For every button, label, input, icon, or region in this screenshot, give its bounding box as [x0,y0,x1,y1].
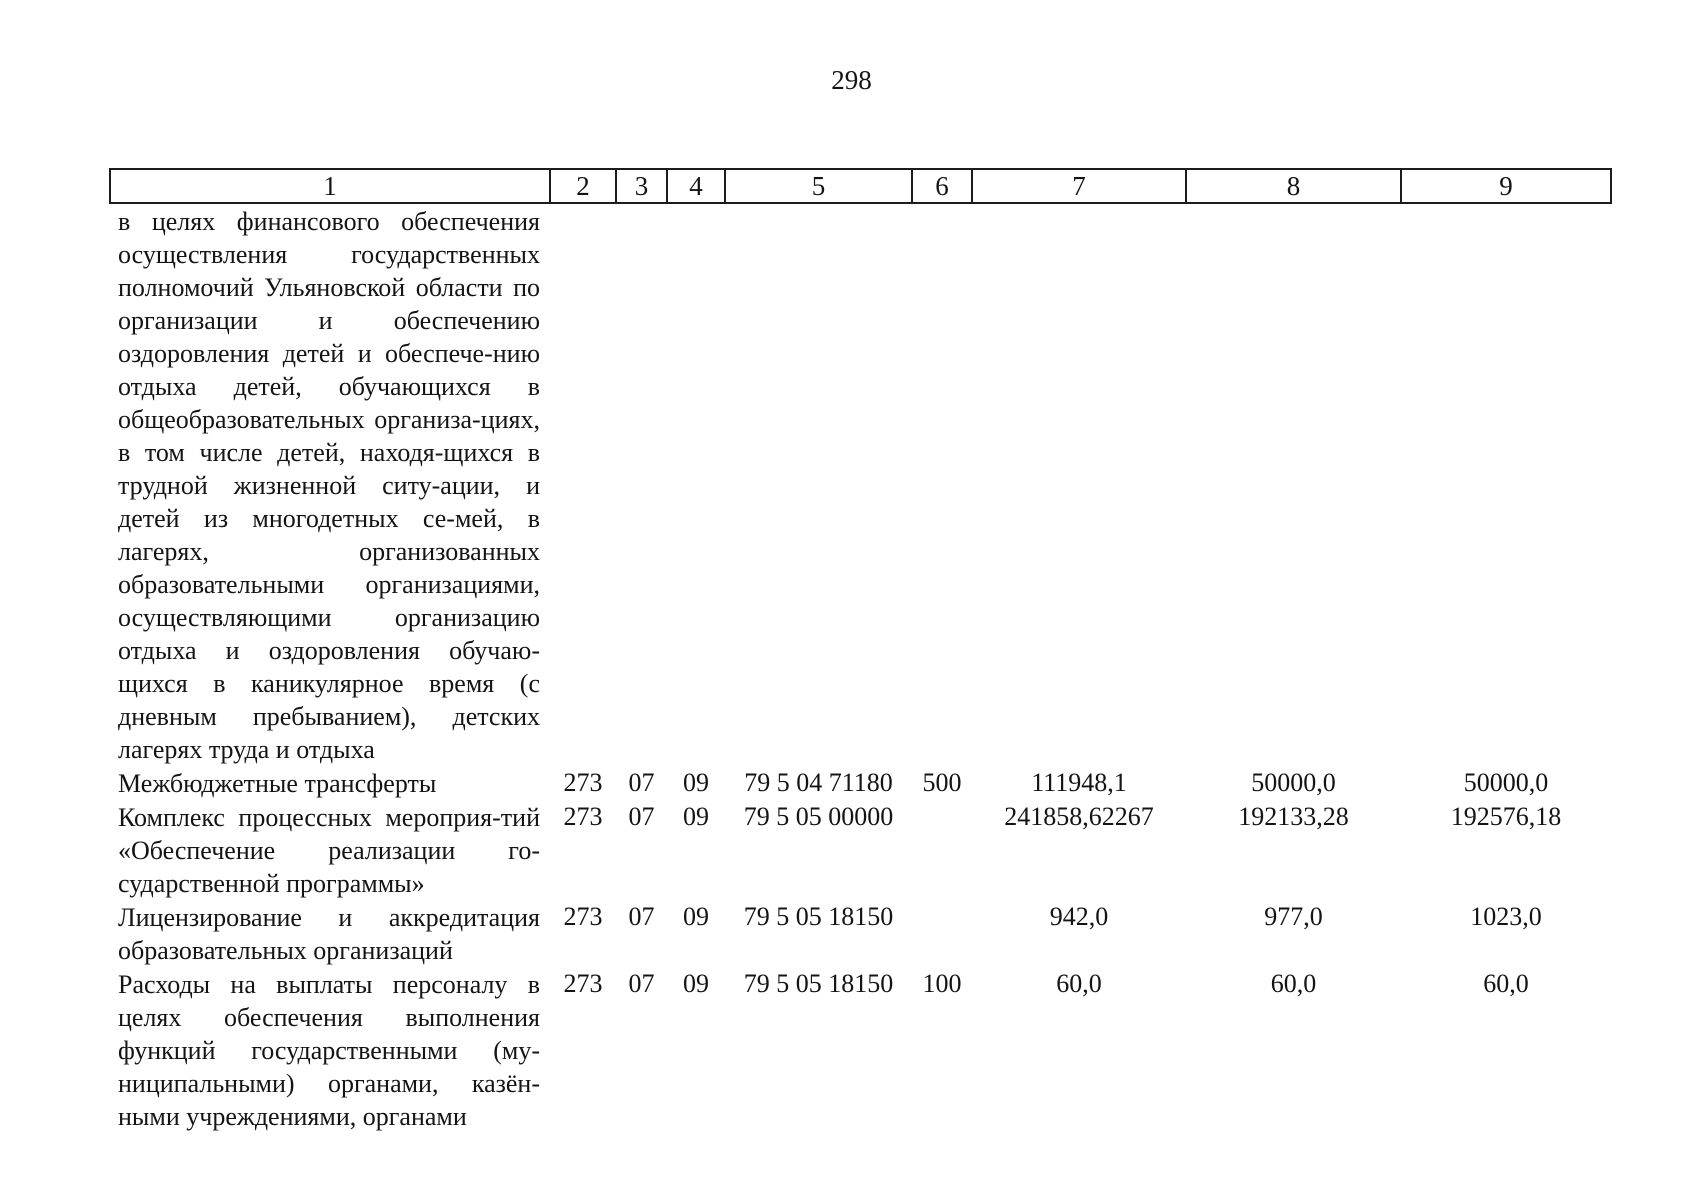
cell-col5: 79 5 05 18150 [743,969,894,998]
cell-col8: 192133,28 [1238,802,1349,831]
row-name: Расходы на выплаты персоналу в целях обеспечения выполнения функций государственными (му-ниципальными) органами, казён-ными учреждениями, органами [118,970,540,1131]
budget-table [109,168,1612,1133]
cell-col3: 07 [628,768,655,797]
cell-col4: 09 [683,969,709,998]
table-row [110,900,1611,967]
cell-col3: 07 [628,802,655,831]
cell-col2: 273 [563,902,603,931]
cell-col4 [667,203,725,766]
cell-col9: 50000,0 [1463,768,1549,797]
column-header: 1 [110,169,550,203]
cell-col6: 100 [922,969,962,998]
cell-col9 [1401,203,1611,766]
row-name: в целях финансового обеспечения осуществления государственных полномочий Ульяновской области по организации и обеспечению оздоровления детей и обеспече-нию отдыха детей, обучающихся в общеобразовательных организа-циях, в том числе детей, находя-щихся в трудной жизненной ситу-ации, и детей из многодетных се-мей, в лагерях, организованных образовательными организациями, осуществляющими организацию отдыха и оздоровления обучаю-щихся в каникулярное время (с дневным пребыванием), детских лагерях труда и отдыха [118,207,540,764]
row-name: Лицензирование и аккредитация образовательных организаций [118,903,540,965]
cell-col3: 07 [628,902,655,931]
cell-col7: 111948,1 [1031,768,1127,797]
cell-col7: 942,0 [1049,902,1109,931]
cell-col7: 60,0 [1056,969,1102,998]
cell-col4: 09 [683,802,709,831]
table-row [110,967,1611,1133]
cell-col5: 79 5 05 00000 [743,802,894,831]
table-row [110,800,1611,900]
cell-col8: 60,0 [1270,969,1317,998]
cell-col2: 273 [563,969,603,998]
column-header: 4 [667,169,725,203]
cell-col3 [616,203,667,766]
cell-col8: 977,0 [1264,902,1323,931]
cell-col5: 79 5 05 18150 [743,902,894,931]
column-header: 7 [972,169,1186,203]
cell-col4: 09 [683,768,709,797]
row-name: Межбюджетные трансферты [118,769,437,798]
column-header: 5 [725,169,912,203]
cell-col6 [912,800,972,900]
cell-col6: 500 [922,768,962,797]
cell-col7: 241858,62267 [1004,802,1154,831]
cell-col8: 50000,0 [1251,768,1336,797]
column-header: 6 [912,169,972,203]
cell-col8 [1186,203,1401,766]
column-header: 3 [616,169,667,203]
table-row [110,766,1611,800]
cell-col9: 192576,18 [1450,802,1562,831]
column-header: 8 [1186,169,1401,203]
cell-col6 [912,203,972,766]
cell-col7 [972,203,1186,766]
header-row [110,169,1611,203]
cell-col6 [912,900,972,967]
column-header: 9 [1401,169,1611,203]
row-name: Комплекс процессных мероприя-тий «Обеспечение реализации го-сударственной программы» [118,803,540,898]
table-row [110,203,1611,766]
cell-col2: 273 [563,802,603,831]
cell-col5 [725,203,912,766]
cell-col9: 60,0 [1483,969,1529,998]
cell-col2 [550,203,616,766]
cell-col3: 07 [628,969,655,998]
cell-col5: 79 5 04 71180 [744,768,893,797]
cell-col9: 1023,0 [1470,902,1542,931]
column-header: 2 [550,169,616,203]
cell-col2: 273 [563,768,603,797]
cell-col4: 09 [683,902,709,931]
page-number: 298 [831,65,872,95]
